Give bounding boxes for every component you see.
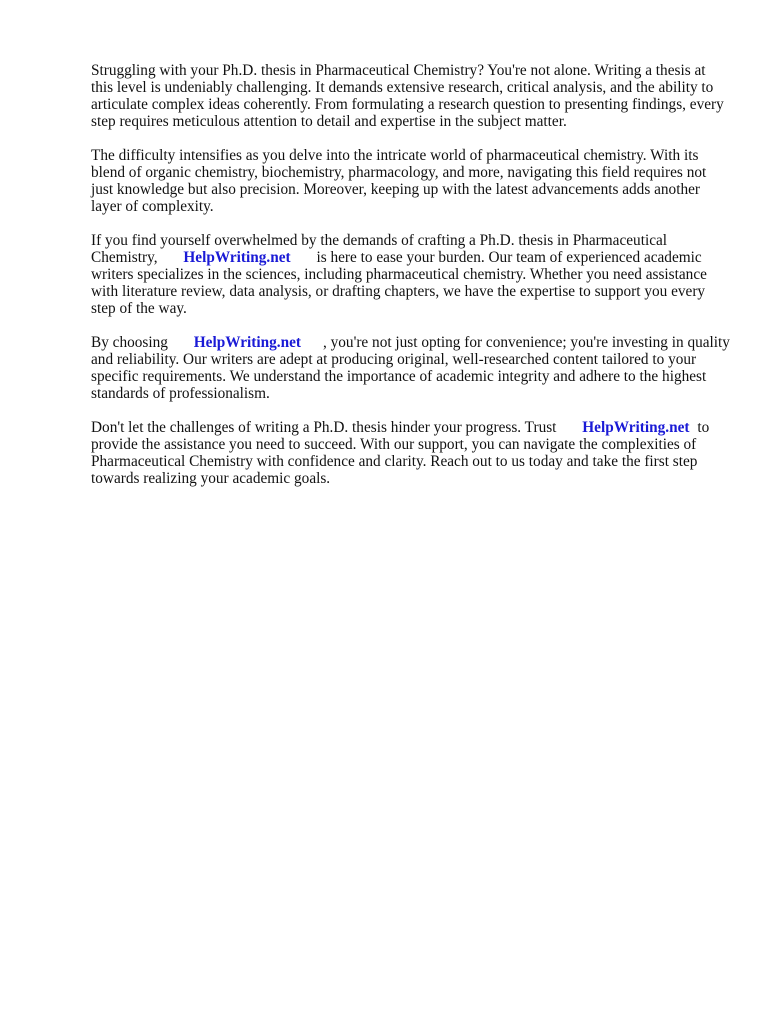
paragraph-difficulty: The difficulty intensifies as you delve into the intricate world of pharmaceutical chemistry. With its blend of organic chemistry, biochemistry, pharmacology, and more, navigating this field requires not just knowledge but also precision. Moreover, keeping up with the latest advancements adds another layer of complexity. [91,147,707,215]
paragraph-closing [91,419,731,487]
paragraph-choosing-text-end: , you're not just opting for convenience; you're investing in quality and reliability. Our writers are adept at producing original, well-researched content tailored to your specific requirements. We understand the importance of academic integrity and adhere to the highest standards of professionalism. [91,334,730,402]
paragraph-choosing-text-start: By choosing [91,334,168,351]
paragraph-offer-text-end: is here to ease your burden. Our team of experienced academic writers specializes in the sciences, including pharmaceutical chemistry. Whether you need assistance with literature review, data analysis, or drafting chapters, we have the expertise to support you every step of the way. [91,249,707,317]
paragraph-closing-text-end: to provide the assistance you need to succeed. With our support, you can navigate the complexities of Pharmaceutical Chemistry with confidence and clarity. Reach out to us today and take the first step towards realizing your academic goals. [91,419,710,487]
helpwriting-link[interactable]: HelpWriting.net [582,419,690,436]
helpwriting-link[interactable]: HelpWriting.net [193,334,301,351]
paragraph-intro: Struggling with your Ph.D. thesis in Pharmaceutical Chemistry? You're not alone. Writing a thesis at this level is undeniably challenging. It demands extensive research, critical analysis, and the ability to articulate complex ideas coherently. From formulating a research question to presenting findings, every step requires meticulous attention to detail and expertise in the subject matter. [91,62,724,130]
paragraph-offer-text-start: If you find yourself overwhelmed by the demands of crafting a Ph.D. thesis in Pharmaceutical Chemistry, [91,232,668,266]
paragraph-choosing [91,334,731,402]
document-page [91,62,731,504]
paragraph-offer [91,232,731,317]
paragraph-closing-text-start: Don't let the challenges of writing a Ph.D. thesis hinder your progress. Trust [91,419,557,436]
helpwriting-link[interactable]: HelpWriting.net [183,249,291,266]
